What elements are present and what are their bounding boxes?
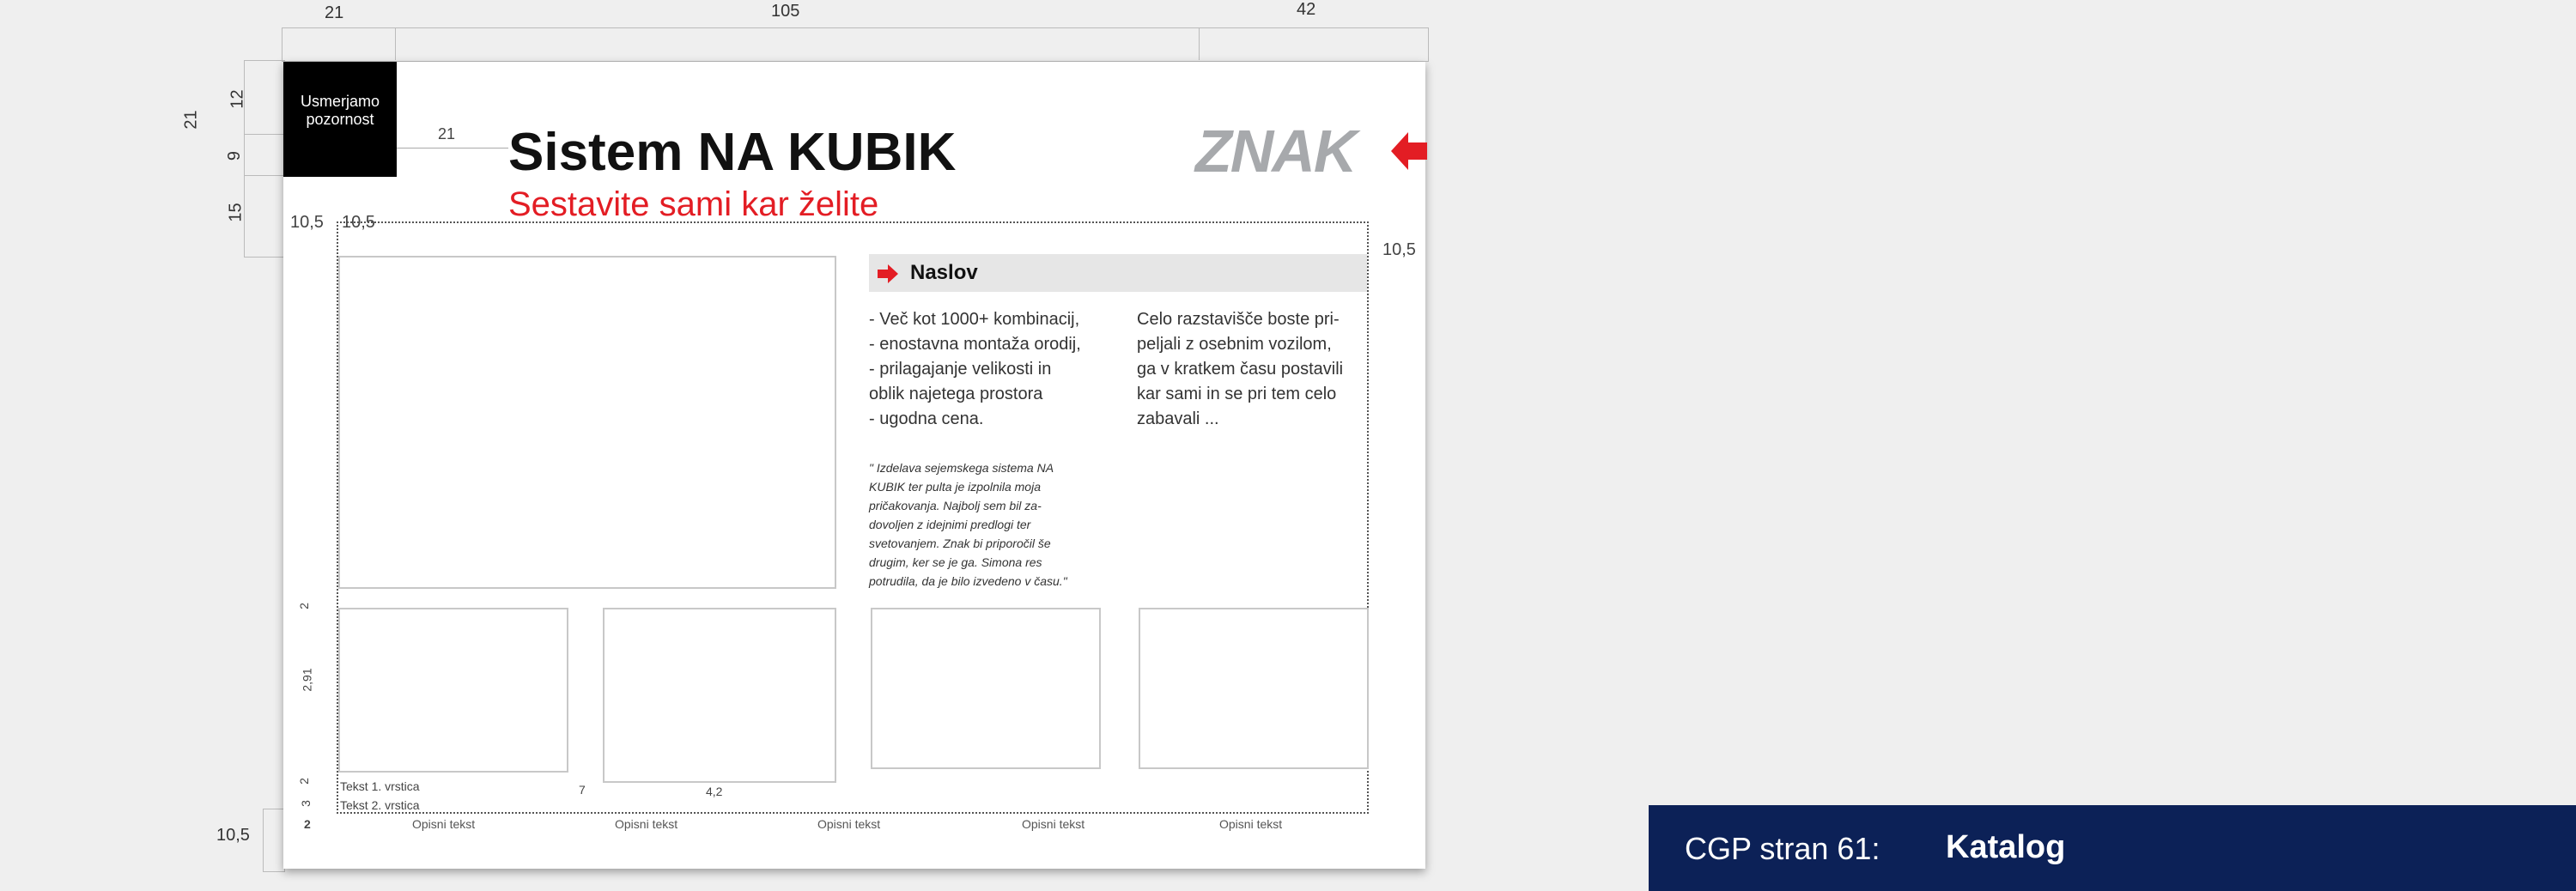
dim-side-2-top: 2	[296, 603, 311, 609]
text-line-1: Tekst 1. vrstica	[340, 779, 420, 793]
bullet-item: - prilagajanje velikosti in	[869, 360, 1052, 379]
image-placeholder-small-4	[1139, 608, 1369, 769]
text-line-2: Tekst 2. vrstica	[340, 798, 420, 812]
bullet-item: oblik najetega prostora	[869, 385, 1043, 403]
ruler-divider	[244, 175, 283, 176]
dim-margin-right: 10,5	[1382, 240, 1416, 259]
image-placeholder-small-3	[871, 608, 1101, 769]
dim-side-291: 2,91	[300, 668, 314, 692]
image-placeholder-main	[338, 256, 836, 589]
bullet-item: - enostavna montaža orodij,	[869, 335, 1081, 354]
subheadline: Sestavite sami kar želite	[508, 185, 879, 223]
right-column-line: ga v kratkem času postavili	[1137, 360, 1344, 379]
left-ruler	[244, 60, 285, 258]
top-ruler	[282, 27, 1429, 62]
right-column-line: Celo razstavišče boste pri-	[1137, 310, 1340, 329]
dim-left-21: 21	[181, 110, 201, 130]
badge	[283, 62, 397, 177]
right-column-text	[1137, 307, 1369, 432]
testimonial-quote	[869, 458, 1127, 591]
quote-line: dovoljen z idejnimi predlogi ter	[869, 518, 1031, 531]
image-placeholder-small-2	[603, 608, 836, 783]
caption-5: Opisni tekst	[1219, 817, 1283, 831]
dim-bottom-left: 10,5	[216, 826, 250, 845]
dim-margin-left-a: 10,5	[290, 213, 324, 232]
bullet-item: - Več kot 1000+ kombinacij,	[869, 310, 1080, 329]
caption-1: Opisni tekst	[412, 817, 476, 831]
ruler-divider	[1199, 27, 1200, 60]
badge-line-2: pozornost	[306, 111, 374, 128]
catalog-page	[283, 62, 1425, 869]
headline: Sistem NA KUBIK	[508, 123, 957, 182]
caption-2: Opisni tekst	[615, 817, 678, 831]
dim-top-105: 105	[771, 2, 800, 21]
dim-inner-21: 21	[438, 125, 456, 142]
quote-line: potrudila, da je bilo izvedeno v času."	[869, 574, 1067, 588]
right-column-line: peljali z osebnim vozilom,	[1137, 335, 1332, 354]
dim-top-21: 21	[325, 3, 344, 22]
ruler-divider	[244, 134, 283, 135]
quote-line: svetovanjem. Znak bi priporočil še	[869, 536, 1051, 550]
dim-side-2-bottom: 2	[304, 817, 311, 831]
right-column-line: kar sami in se pri tem celo	[1137, 385, 1337, 403]
badge-line-1: Usmerjamo	[300, 93, 380, 110]
znak-logo-text: ZNAK	[1195, 118, 1356, 185]
caption-3: Opisni tekst	[817, 817, 881, 831]
dim-left-9: 9	[225, 150, 245, 161]
dim-top-42: 42	[1297, 0, 1316, 19]
arrow-left-icon	[1391, 132, 1427, 170]
bullet-item: - ugodna cena.	[869, 409, 984, 428]
dim-side-2-mid: 2	[296, 778, 311, 785]
bottom-left-ruler	[263, 809, 285, 872]
znak-logo	[1195, 117, 1425, 185]
arrow-right-icon	[878, 264, 898, 283]
quote-line: " Izdelava sejemskega sistema NA	[869, 461, 1054, 475]
quote-line: pričakovanja. Najbolj sem bil za-	[869, 499, 1042, 512]
dim-left-12: 12	[228, 89, 247, 109]
image-placeholder-small-1	[338, 608, 568, 773]
dim-left-15: 15	[226, 203, 246, 222]
dim-gap-7: 7	[579, 783, 586, 797]
naslov-title: Naslov	[910, 261, 978, 284]
caption-4: Opisni tekst	[1022, 817, 1085, 831]
dim-gap-42: 4,2	[706, 785, 723, 798]
dim-margin-left-b: 10,5	[342, 213, 375, 232]
footer-title: Katalog	[1946, 829, 2066, 865]
footer-bar	[1649, 805, 2576, 891]
bullet-list	[869, 307, 1118, 432]
footer-prefix: CGP stran 61:	[1685, 831, 1880, 866]
ruler-divider	[395, 27, 396, 60]
quote-line: drugim, ker se je ga. Simona res	[869, 555, 1042, 569]
right-column-line: zabavali ...	[1137, 409, 1219, 428]
naslov-bar	[869, 254, 1367, 292]
quote-line: KUBIK ter pulta je izpolnila moja	[869, 480, 1041, 494]
dim-side-3: 3	[298, 800, 313, 807]
